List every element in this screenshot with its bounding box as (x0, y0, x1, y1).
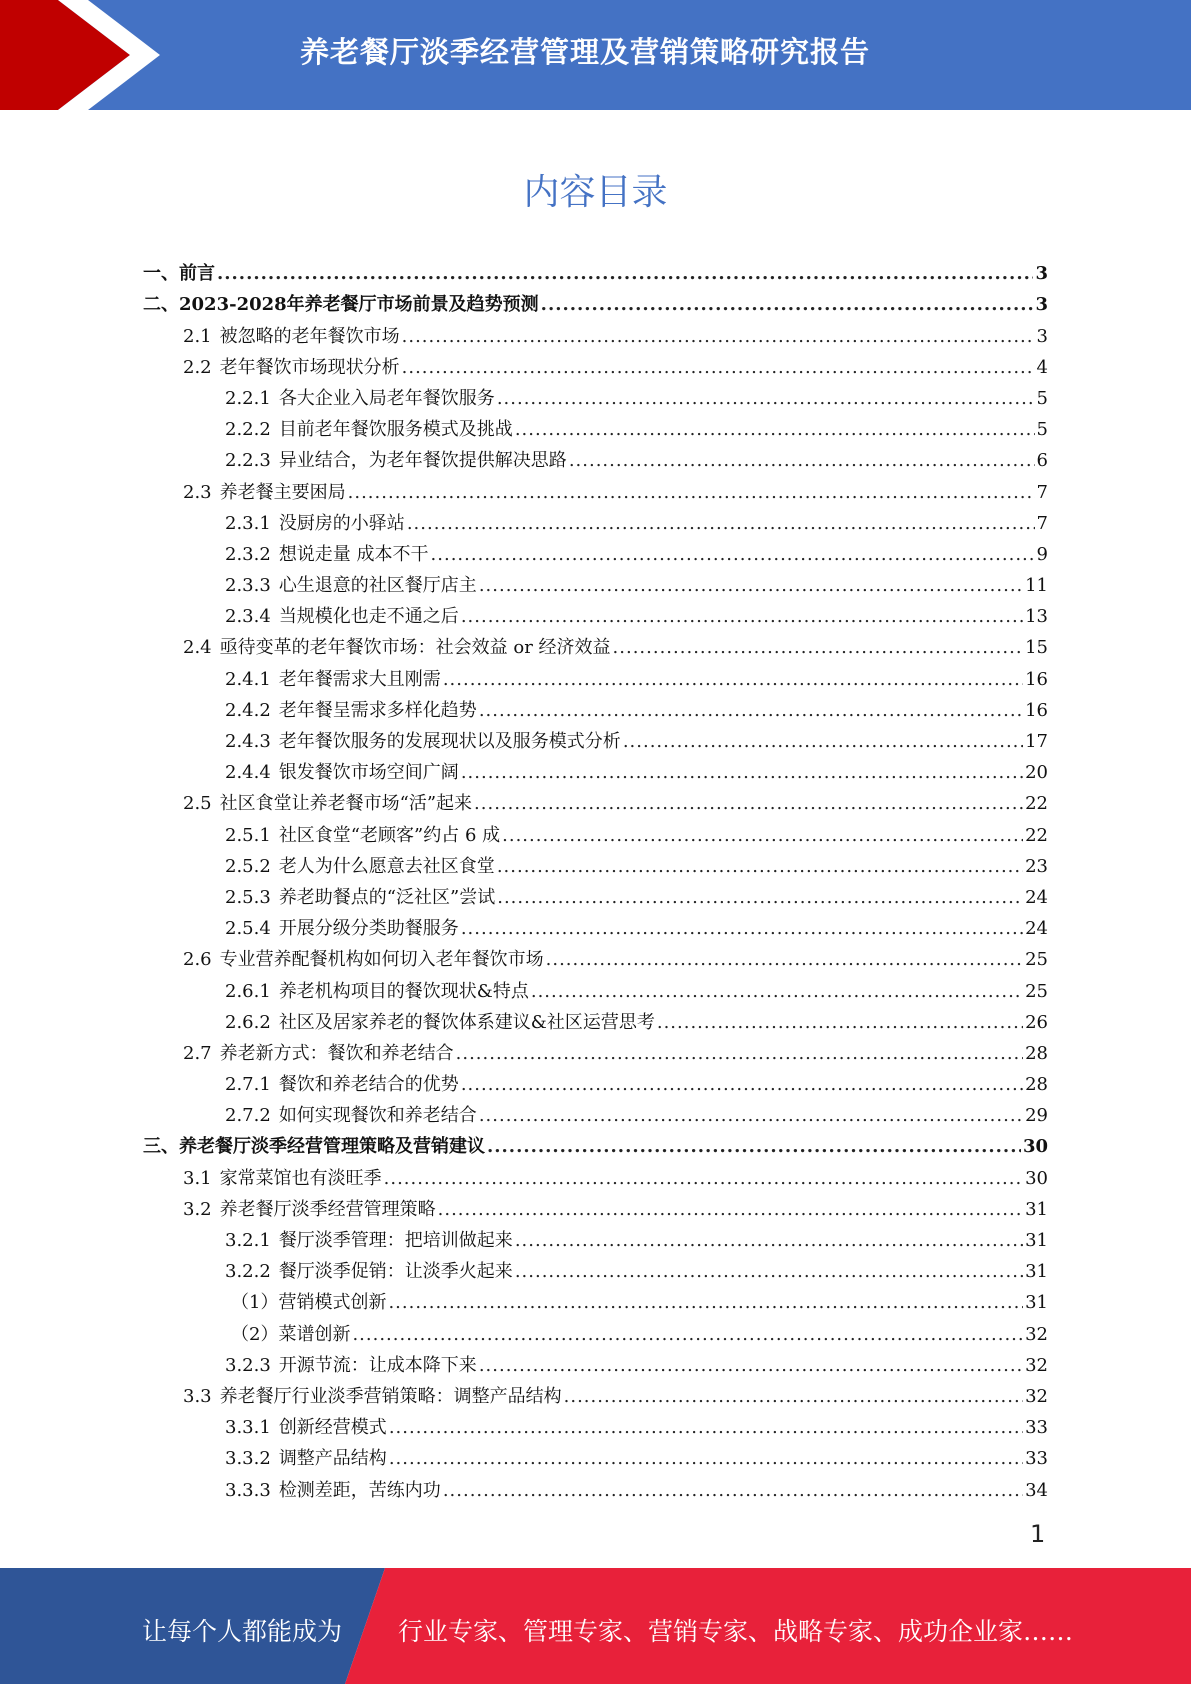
toc-entry-page: 32 (1025, 1354, 1048, 1376)
toc-entry-number: 2.2.3 (225, 450, 271, 472)
report-title: 养老餐厅淡季经营管理及营销策略研究报告 (300, 35, 871, 69)
toc-entry-title: 想说走量 成本不干 (278, 543, 429, 565)
toc-entry-number: 2.5.1 (225, 824, 271, 846)
toc-dot-leader (431, 544, 1035, 566)
toc-dot-leader (389, 1448, 1023, 1470)
toc-entry-title: 调整产品结构 (278, 1448, 387, 1470)
toc-entry-title: 开源节流：让成本降下来 (278, 1354, 477, 1376)
toc-entry-number: 2.1 (183, 325, 212, 347)
toc-dot-leader (461, 606, 1023, 628)
toc-entry-page: 6 (1036, 450, 1048, 472)
toc-entry-title: 检测差距，苦练内功 (278, 1479, 441, 1501)
toc-entry-number: 2.7 (183, 1042, 212, 1064)
toc-entry-page: 22 (1025, 824, 1048, 846)
toc-entry[interactable] (143, 628, 1048, 659)
toc-entry-page: 20 (1025, 762, 1048, 784)
toc-entry-title: 被忽略的老年餐饮市场 (219, 325, 400, 347)
page-footer (0, 1568, 1191, 1684)
toc-dot-leader (515, 419, 1035, 441)
toc-dot-leader (217, 263, 1033, 285)
toc-entry-number: 2.6.2 (225, 1011, 271, 1033)
toc-entry-title: 老年餐需求大且刚需 (278, 668, 441, 690)
toc-entry-page: 28 (1025, 1074, 1048, 1096)
toc-dot-leader (348, 482, 1035, 504)
toc-entry[interactable] (143, 597, 1048, 628)
toc-dot-leader (502, 825, 1023, 847)
toc-entry[interactable] (143, 1377, 1048, 1408)
toc-entry[interactable] (143, 1314, 1048, 1345)
toc-entry[interactable] (143, 815, 1048, 846)
toc-entry-page: 22 (1025, 793, 1048, 815)
toc-entry-page: 16 (1025, 699, 1048, 721)
toc-entry[interactable] (143, 1096, 1048, 1127)
toc-entry-title: 养老餐厅淡季经营管理策略 (219, 1198, 436, 1220)
toc-entry-number: 3.3.1 (225, 1417, 271, 1439)
toc-entry[interactable] (143, 535, 1048, 566)
toc-entry[interactable] (143, 1439, 1048, 1470)
toc-entry[interactable] (143, 1221, 1048, 1252)
toc-entry-page: 32 (1025, 1323, 1048, 1345)
toc-entry-title: 目前老年餐饮服务模式及挑战 (278, 419, 513, 441)
toc-entry-title: 亟待变革的老年餐饮市场：社会效益 or 经济效益 (219, 637, 611, 659)
toc-entry-page: 30 (1022, 1136, 1048, 1158)
toc-entry-number: 2.5.3 (225, 886, 271, 908)
toc-entry-number: 2.7.1 (225, 1074, 271, 1096)
toc-entry[interactable] (143, 1158, 1048, 1189)
toc-entry[interactable] (143, 847, 1048, 878)
toc-dot-leader (443, 1480, 1023, 1502)
toc-dot-leader (407, 513, 1035, 535)
toc-entry-page: 34 (1025, 1479, 1048, 1501)
toc-dot-leader (479, 1105, 1023, 1127)
toc-heading: 内容目录 (523, 172, 668, 213)
toc-dot-leader (389, 1417, 1023, 1439)
toc-entry-title: 餐饮和养老结合的优势 (278, 1074, 459, 1096)
toc-entry-page: 11 (1025, 575, 1048, 597)
toc-dot-leader (546, 949, 1023, 971)
toc-entry[interactable] (143, 1065, 1048, 1096)
toc-entry-number: 2.2.1 (225, 387, 271, 409)
toc-entry-number: 2.4.1 (225, 668, 271, 690)
toc-entry-number: 2.5.2 (225, 855, 271, 877)
toc-entry-page: 26 (1025, 1011, 1048, 1033)
toc-entry[interactable] (143, 348, 1048, 379)
toc-dot-leader (497, 887, 1023, 909)
toc-entry[interactable] (143, 1003, 1048, 1034)
toc-entry-number: 2.4.4 (225, 762, 271, 784)
toc-dot-leader (461, 918, 1023, 940)
toc-entry-number: 2.3.3 (225, 575, 271, 597)
toc-entry-page: 28 (1025, 1042, 1048, 1064)
toc-entry-page: 31 (1025, 1261, 1048, 1283)
toc-entry-title: （2）菜谱创新 (231, 1323, 351, 1345)
toc-entry-number: 2.3 (183, 481, 212, 503)
toc-entry[interactable] (143, 410, 1048, 441)
toc-entry-title: 老年餐饮市场现状分析 (219, 356, 400, 378)
toc-entry-title: 社区及居家养老的餐饮体系建议&社区运营思考 (278, 1011, 655, 1033)
toc-dot-leader (402, 326, 1035, 348)
toc-dot-leader (515, 1261, 1023, 1283)
toc-entry-title: 专业营养配餐机构如何切入老年餐饮市场 (219, 949, 544, 971)
toc-entry[interactable] (143, 254, 1048, 285)
toc-entry-page: 31 (1025, 1230, 1048, 1251)
toc-entry[interactable] (143, 1127, 1048, 1158)
toc-entry-title: 社区食堂“老顾客”约占 6 成 (278, 824, 501, 846)
toc-entry[interactable] (143, 784, 1048, 815)
toc-entry-number: 2.5 (183, 793, 212, 815)
toc-entry-page: 15 (1025, 637, 1048, 659)
toc-entry-page: 29 (1025, 1105, 1048, 1127)
toc-entry-title: 养老助餐点的“泛社区”尝试 (278, 886, 496, 908)
page-number: 1 (1030, 1520, 1046, 1548)
toc-entry[interactable] (143, 753, 1048, 784)
toc-entry[interactable] (143, 504, 1048, 535)
toc-dot-leader (564, 1386, 1023, 1408)
toc-dot-leader (541, 294, 1034, 316)
toc-entry-title: 创新经营模式 (278, 1417, 387, 1439)
toc-entry-number: 3.3.2 (225, 1448, 271, 1470)
toc-entry-title: 没厨房的小驿站 (278, 512, 405, 534)
toc-entry-page: 3 (1035, 263, 1048, 285)
toc-entry-title: 老年餐饮服务的发展现状以及服务模式分析 (278, 731, 621, 752)
toc-dot-leader (487, 1136, 1021, 1158)
toc-dot-leader (402, 357, 1035, 379)
toc-entry-page: 7 (1036, 481, 1048, 503)
toc-entry-number: 2.4 (183, 637, 212, 659)
toc-dot-leader (479, 1355, 1023, 1377)
toc-entry[interactable] (143, 441, 1048, 472)
toc-entry-page: 30 (1025, 1167, 1048, 1189)
toc-entry-page: 31 (1025, 1292, 1048, 1314)
toc-entry-title: 如何实现餐饮和养老结合 (278, 1105, 477, 1127)
toc-entry-page: 16 (1025, 668, 1048, 690)
toc-dot-leader (569, 450, 1035, 472)
toc-entry-number: 2.2 (183, 356, 212, 378)
toc-entry-title: 异业结合，为老年餐饮提供解决思路 (278, 450, 567, 472)
toc-entry-title: 三、养老餐厅淡季经营管理策略及营销建议 (143, 1136, 485, 1158)
toc-entry[interactable] (143, 1252, 1048, 1283)
toc-entry-page: 13 (1025, 606, 1048, 628)
toc-entry-page: 5 (1036, 419, 1048, 441)
toc-entry-title: 老人为什么愿意去社区食堂 (278, 855, 495, 877)
toc-entry-page: 25 (1025, 980, 1048, 1002)
toc-entry-page: 33 (1025, 1448, 1048, 1470)
toc-entry-page: 25 (1025, 949, 1048, 971)
toc-entry-number: 2.3.2 (225, 543, 271, 565)
toc-entry-title: 心生退意的社区餐厅店主 (278, 575, 477, 597)
toc-dot-leader (474, 793, 1023, 815)
toc-entry-number: 2.3.4 (225, 606, 271, 628)
toc-entry[interactable] (143, 1346, 1048, 1377)
table-of-contents (143, 254, 1048, 1502)
toc-entry-page: 33 (1025, 1417, 1048, 1439)
toc-entry-title: 当规模化也走不通之后 (278, 606, 459, 628)
toc-entry-title: 二、2023-2028年养老餐厅市场前景及趋势预测 (143, 294, 539, 316)
toc-entry[interactable] (143, 316, 1048, 347)
toc-entry-number: 2.4.2 (225, 699, 271, 721)
toc-entry-page: 23 (1025, 855, 1048, 877)
toc-entry[interactable] (143, 566, 1048, 597)
toc-entry-title: 各大企业入局老年餐饮服务 (278, 387, 495, 409)
toc-entry-title: 养老餐厅行业淡季营销策略：调整产品结构 (219, 1385, 562, 1407)
toc-dot-leader (479, 575, 1023, 597)
toc-entry-page: 31 (1025, 1198, 1048, 1220)
toc-dot-leader (657, 1012, 1023, 1034)
toc-entry[interactable] (143, 940, 1048, 971)
toc-entry-page: 3 (1036, 325, 1048, 347)
toc-dot-leader (443, 669, 1023, 691)
toc-entry[interactable] (143, 878, 1048, 909)
toc-entry-page: 4 (1036, 356, 1048, 378)
toc-dot-leader (461, 1074, 1023, 1096)
toc-dot-leader (623, 731, 1023, 753)
toc-entry-number: 3.2.2 (225, 1261, 271, 1283)
toc-entry-title: 银发餐饮市场空间广阔 (278, 762, 459, 784)
toc-dot-leader (497, 388, 1035, 410)
toc-entry[interactable] (143, 472, 1048, 503)
toc-entry-number: 3.2.3 (225, 1354, 271, 1376)
toc-entry-number: 3.3.3 (225, 1479, 271, 1501)
toc-dot-leader (388, 1292, 1023, 1314)
toc-entry-number: 3.3 (183, 1385, 212, 1407)
toc-entry-title: 开展分级分类助餐服务 (278, 918, 459, 940)
toc-dot-leader (497, 856, 1023, 878)
toc-entry[interactable] (143, 691, 1048, 722)
toc-entry-title: 餐厅淡季管理：把培训做起来 (278, 1230, 513, 1251)
toc-entry-page: 7 (1036, 512, 1048, 534)
toc-entry-page: 5 (1036, 387, 1048, 409)
toc-entry-title: 养老机构项目的餐饮现状&特点 (278, 980, 529, 1002)
toc-entry-number: 3.2 (183, 1198, 212, 1220)
toc-entry-title: 老年餐呈需求多样化趋势 (278, 699, 477, 721)
toc-entry-number: 2.7.2 (225, 1105, 271, 1127)
toc-entry[interactable] (143, 1034, 1048, 1065)
toc-entry-number: 2.3.1 (225, 512, 271, 534)
toc-dot-leader (515, 1230, 1023, 1252)
toc-entry[interactable] (143, 1408, 1048, 1439)
toc-dot-leader (479, 700, 1023, 722)
toc-entry-number: 2.5.4 (225, 918, 271, 940)
toc-entry[interactable] (143, 379, 1048, 410)
toc-entry-page: 9 (1036, 543, 1048, 565)
toc-entry-number: 2.6.1 (225, 980, 271, 1002)
toc-entry-title: 餐厅淡季促销：让淡季火起来 (278, 1261, 513, 1283)
toc-dot-leader (456, 1043, 1023, 1065)
toc-entry-title: （1）营销模式创新 (231, 1292, 387, 1314)
toc-entry-number: 2.2.2 (225, 419, 271, 441)
toc-entry-title: 养老餐主要困局 (219, 481, 346, 503)
toc-entry-number: 3.1 (183, 1167, 212, 1189)
toc-entry-page: 24 (1025, 886, 1048, 908)
toc-entry[interactable] (143, 659, 1048, 690)
toc-entry-number: 3.2.1 (225, 1230, 271, 1251)
toc-entry-page: 3 (1035, 294, 1048, 316)
toc-entry[interactable] (143, 971, 1048, 1002)
toc-dot-leader (352, 1324, 1023, 1346)
page-header (0, 0, 1191, 110)
toc-entry-title: 社区食堂让养老餐市场“活”起来 (219, 793, 473, 815)
toc-entry[interactable] (143, 722, 1048, 753)
toc-entry[interactable] (143, 1470, 1048, 1501)
toc-entry[interactable] (143, 285, 1048, 316)
toc-entry[interactable] (143, 1283, 1048, 1314)
toc-entry-title: 养老新方式：餐饮和养老结合 (219, 1042, 454, 1064)
toc-entry-page: 17 (1025, 731, 1048, 752)
toc-dot-leader (531, 981, 1023, 1003)
toc-entry-number: 2.4.3 (225, 731, 271, 752)
toc-entry-title: 家常菜馆也有淡旺季 (219, 1167, 382, 1189)
toc-entry[interactable] (143, 909, 1048, 940)
toc-entry-title: 一、前言 (143, 263, 215, 285)
toc-entry-page: 32 (1025, 1385, 1048, 1407)
toc-entry[interactable] (143, 1190, 1048, 1221)
toc-dot-leader (384, 1168, 1023, 1190)
toc-dot-leader (461, 762, 1023, 784)
footer-slogan-left: 让每个人都能成为 (142, 1617, 343, 1646)
footer-slogan-right: 行业专家、管理专家、营销专家、战略专家、成功企业家…… (398, 1617, 1074, 1646)
toc-entry-page: 24 (1025, 918, 1048, 940)
toc-entry-number: 2.6 (183, 949, 212, 971)
toc-dot-leader (613, 637, 1024, 659)
toc-dot-leader (438, 1199, 1023, 1221)
